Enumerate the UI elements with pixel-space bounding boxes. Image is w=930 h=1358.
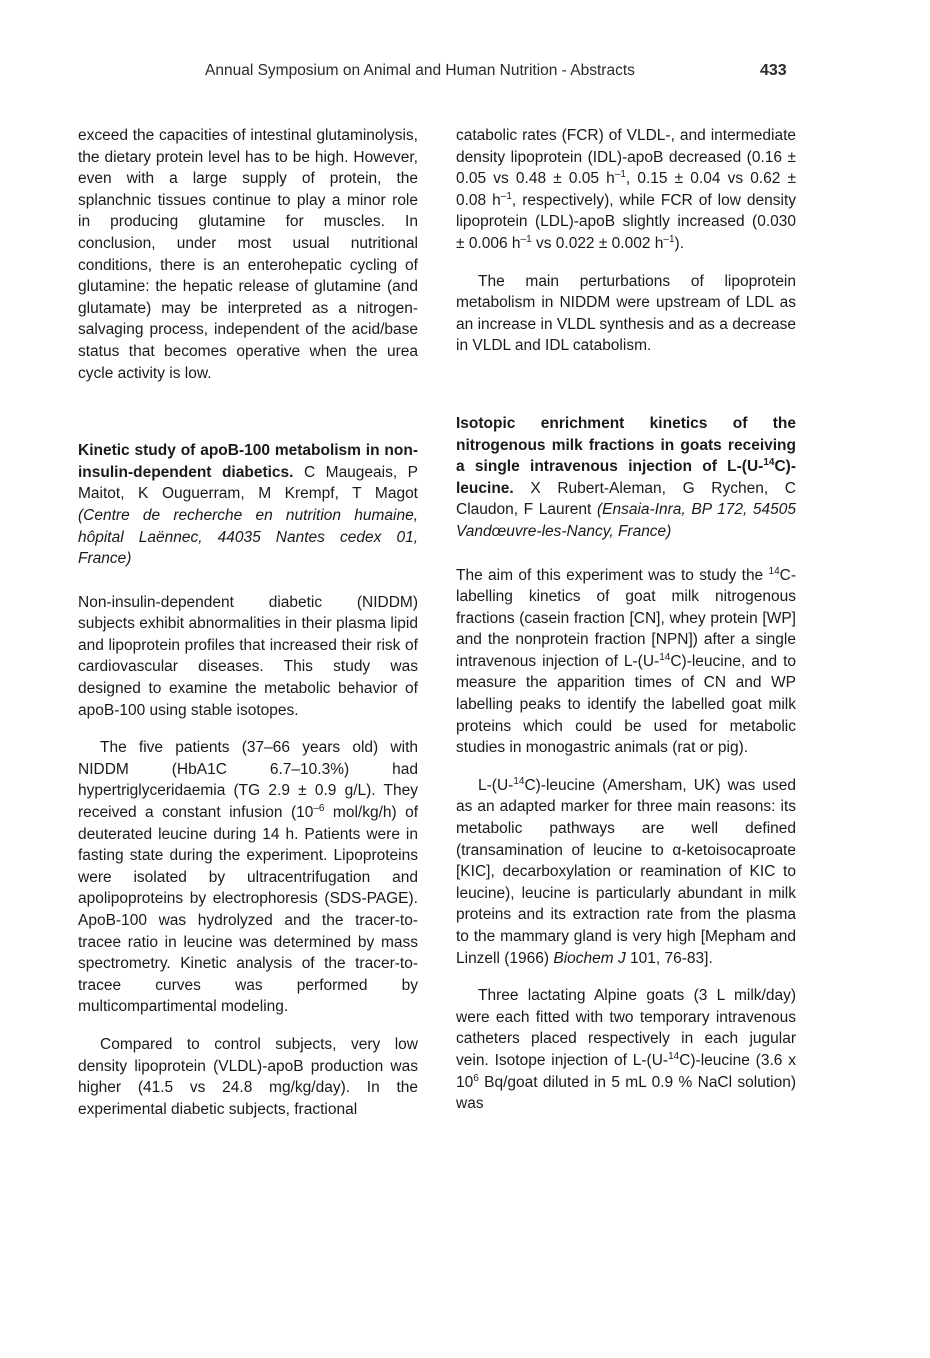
continuation-paragraph: catabolic rates (FCR) of VLDL-, and intermediate density lipoprotein (IDL)-apoB decreased (0.16 ± 0.05 vs 0.48 ± 0.05 $h^{-1}$, 0.15 ± 0.04 vs 0.62 ± 0.08 $h^{-1}$, respectively), while FCR of low density lipoprotein (LDL)-apoB slightly increased (0.030 ± 0.006 $h^{-1}$ vs 0.022 ± 0.002 $h^{-1}$). <box>456 127 796 252</box>
abstract-authors: C Maugeais, P Maitot, K Ouguerram, M Krempf, T Magot <box>78 463 418 503</box>
body-paragraph: The five patients (37–66 years old) with NIDDM (HbA1C 6.7–10.3%) had hypertriglyceridaemia (TG 2.9 ± 0.9 g/L). They received a constant infusion ($10^{-6}$ mol/kg/h) of deuterated leucine during 14 h. Patients were in fasting state during the experiment. Lipoproteins were isolated by ultracentrifugation and apolipoproteins by electrophoresis (SDS-PAGE). ApoB-100 was hydrolyzed and the tracer-to-tracee ratio in leucine was determined by mass spectrometry. Kinetic analysis of the tracer-to-tracee curves was performed by multicompartimental modeling. <box>78 739 419 1016</box>
abstract-heading-apob <box>78 440 418 570</box>
right-column <box>456 125 796 1131</box>
abstract-affiliation: (Centre de recherche en nutrition humaine, hôpital Laënnec, 44035 Nantes cedex 01, France) <box>78 506 418 568</box>
body-paragraph: Compared to control subjects, very low density lipoprotein (VLDL)-apoB production was higher (41.5 vs 24.8 mg/kg/day). In the experimental diabetic subjects, fractional <box>78 1035 418 1118</box>
abstract-title: Kinetic study of apoB-100 metabolism in non-insulin-dependent diabetics. <box>78 442 418 481</box>
running-header <box>0 62 930 86</box>
abstract-heading-leucine <box>456 413 796 543</box>
body-paragraph: The main perturbations of lipoprotein metabolism in NIDDM were upstream of LDL as an increase in VLDL synthesis and as a decrease in VLDL and IDL catabolism. <box>456 272 796 355</box>
continuation-paragraph: exceed the capacities of intestinal glutaminolysis, the dietary protein level has to be high. However, even with a large supply of protein, the splanchnic tissues continue to play a minor role in producing glutamine for muscles. In conclusion, under most usual nutritional conditions, there is an enterohepatic cycling of glutamine: the hepatic release of glutamine (and glutamate) may be interpreted as a nitrogen-salvaging process, independent of the acid/base status that becomes operative when the urea cycle activity is low. <box>78 127 418 382</box>
body-paragraph: The aim of this experiment was to study the $^{14}$C-labelling kinetics of goat milk nitrogenous fractions (casein fraction [CN], whey protein [WP] and the nonprotein fraction [NPN]) after a single intravenous injection of L-(U-$^{14}$C)-leucine, and to measure the apparition times of CN and WP labelling peaks to identify the labelled goat milk proteins which could be used for metabolic studies in monogastric animals (rat or pig). <box>456 565 797 757</box>
body-paragraph: Three lactating Alpine goats (3 L milk/day) were each fitted with two temporary intravenous catheters placed respectively in each jugular vein. Isotope injection of L-(U-$^{14}$C)-leucine (3.6 x $10^6$ Bq/goat diluted in 5 mL 0.9 % NaCl solution) was <box>456 987 796 1113</box>
body-paragraph: L-(U-$^{14}$C)-leucine (Amersham, UK) was used as an adapted marker for three main reasons: its metabolic pathways are well defined (transamination of leucine to α-ketoisocaproate [KIC], decarboxylation or reamination of KIC to leucine), leucine is particularly abundant in milk proteins and its extraction rate from the plasma to the mammary gland is very high [Mepham and Linzell (1966) Biochem J 101, 76-83]. <box>456 775 796 967</box>
abstract-authors: X Rubert-Aleman, G Rychen, C Claudon, F Laurent <box>456 479 796 519</box>
abstract-affiliation: (Ensaia-Inra, BP 172, 54505 Vandœuvre-les-Nancy, France) <box>456 501 796 540</box>
left-column <box>78 125 418 1136</box>
abstract-title: Isotopic enrichment kinetics of the nitrogenous milk fractions in goats receiving a single intravenous injection of L-(U-$^{14}$C)-leucine. <box>456 414 796 497</box>
page-number: 433 <box>760 62 787 79</box>
running-title: Annual Symposium on Animal and Human Nutrition - Abstracts <box>205 62 635 79</box>
journal-name: Biochem J <box>553 949 626 967</box>
body-paragraph: Non-insulin-dependent diabetic (NIDDM) subjects exhibit abnormalities in their plasma lipid and lipoprotein profiles that increased their risk of cardiovascular diseases. This study was designed to examine the metabolic behavior of apoB-100 using stable isotopes. <box>78 593 418 719</box>
